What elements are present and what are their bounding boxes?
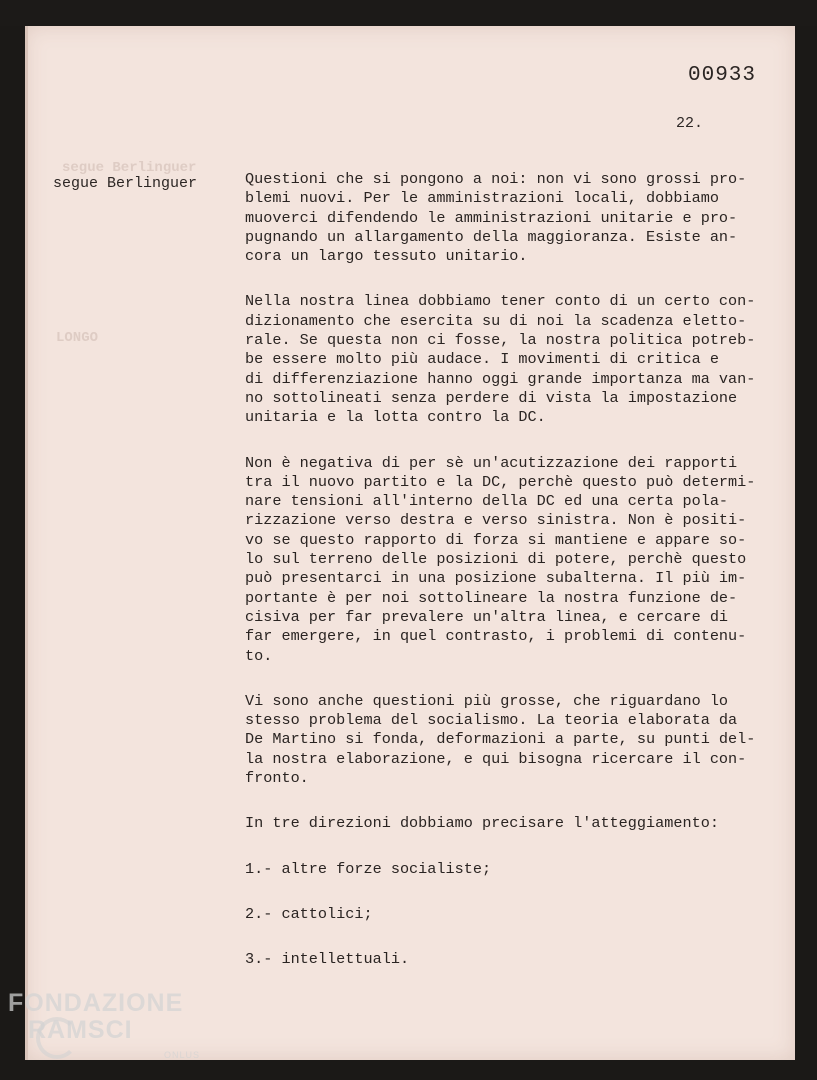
- text-line: Non è negativa di per sè un'acutizzazione dei rapporti: [245, 453, 738, 472]
- text-line: vo se questo rapporto di forza si mantiene e appare so-: [245, 530, 747, 549]
- text-line: Questioni che si pongono a noi: non vi sono grossi pro-: [245, 170, 747, 188]
- bleed-through-text: LONGO: [56, 330, 99, 346]
- text-line: Vi sono anche questioni più grosse, che riguardano lo: [245, 691, 729, 710]
- document-body: [245, 170, 785, 996]
- text-line: be essere molto più audace. I movimenti di critica e: [245, 350, 719, 369]
- text-line: muoverci difendendo le amministrazioni unitarie e pro-: [245, 208, 738, 227]
- text-line: portante è per noi sottolineare la nostra funzione de-: [245, 588, 738, 607]
- list-item: 3.- intellettuali.: [245, 950, 410, 969]
- text-line: cisiva per far prevalere un'altra linea, e cercare di: [245, 607, 729, 626]
- archive-number: 00933: [688, 64, 757, 87]
- text-line: pugnando un allargamento della maggioranza. Esiste an-: [245, 227, 738, 246]
- text-line: rizzazione verso destra e verso sinistra. Non è positi-: [245, 511, 747, 530]
- bleed-through-text: segue Berlinguer: [62, 160, 197, 176]
- paragraph: [245, 292, 785, 427]
- watermark-sub: ONLUS: [164, 1050, 201, 1060]
- watermark-line2: RAMSCI: [28, 1016, 133, 1044]
- paragraph: [245, 814, 785, 833]
- fondazione-gramsci-watermark: [8, 989, 201, 1060]
- scan-background-top: [0, 0, 817, 26]
- text-line: fronto.: [245, 769, 309, 788]
- page-number: 22.: [676, 115, 704, 132]
- text-line: no sottolineati senza perdere di vista la impostazione: [245, 388, 738, 407]
- paragraph: [245, 692, 785, 788]
- list-item: 1.- altre forze socialiste;: [245, 859, 492, 878]
- text-line: cora un largo tessuto unitario.: [245, 247, 528, 266]
- text-line: In tre direzioni dobbiamo precisare l'atteggiamento:: [245, 814, 719, 833]
- watermark-line1: FONDAZIONE: [8, 989, 184, 1017]
- text-line: blemi nuovi. Per le amministrazioni locali, dobbiamo: [245, 189, 719, 208]
- text-line: De Martino si fonda, deformazioni a parte, su punti del-: [245, 730, 756, 749]
- paragraph: [245, 454, 785, 666]
- text-line: rale. Se questa non ci fosse, la nostra politica potreb-: [245, 331, 756, 350]
- text-line: unitaria e la lotta contro la DC.: [245, 408, 546, 427]
- page-edge: [25, 26, 28, 1060]
- text-line: far emergere, in quel contrasto, i problemi di contenu-: [245, 627, 747, 646]
- text-line: può presentarci in una posizione subalterna. Il più im-: [245, 569, 747, 588]
- text-line: nare tensioni all'interno della DC ed una certa pola-: [245, 492, 729, 511]
- text-line: la nostra elaborazione, e qui bisogna ricercare il con-: [245, 749, 747, 768]
- text-line: tra il nuovo partito e la DC, perchè questo può determi-: [245, 472, 756, 491]
- watermark-g-icon: [36, 1017, 78, 1059]
- speaker-label: segue Berlinguer: [53, 175, 198, 192]
- paragraph: [245, 170, 785, 266]
- list-item: 2.- cattolici;: [245, 904, 373, 923]
- text-line: to.: [245, 646, 273, 665]
- text-line: Nella nostra linea dobbiamo tener conto di un certo con-: [245, 292, 756, 311]
- text-line: lo sul terreno delle posizioni di potere, perchè questo: [245, 550, 747, 569]
- text-line: di differenziazione hanno oggi grande importanza ma van-: [245, 369, 756, 388]
- text-line: dizionamento che esercita su di noi la scadenza eletto-: [245, 311, 747, 330]
- text-line: stesso problema del socialismo. La teoria elaborata da: [245, 711, 738, 730]
